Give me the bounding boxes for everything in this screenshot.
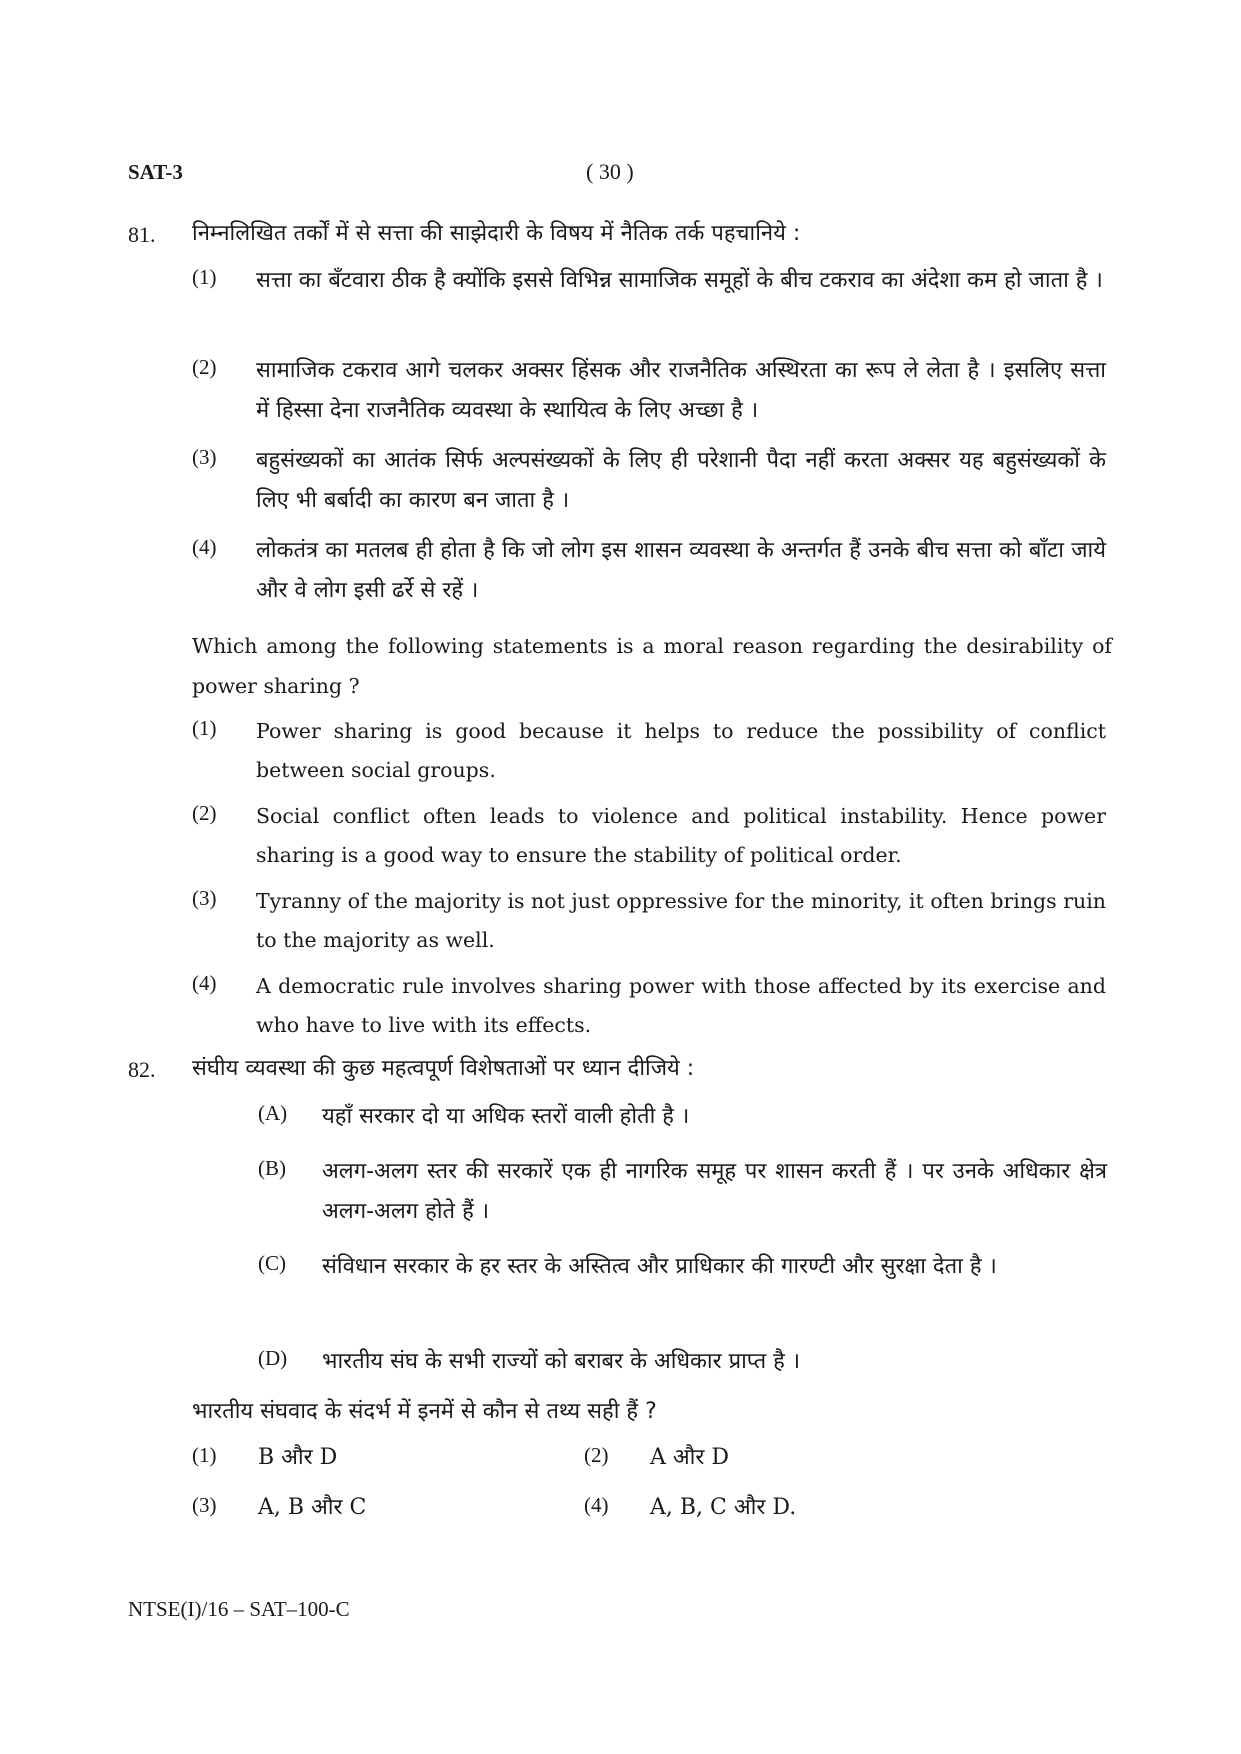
option-label: (3) (192, 886, 217, 910)
option-text: Social conflict often leads to violence and political instability. Hence power sharing is a good way to ensure the stability of political order. (256, 804, 1106, 867)
statement-label: (A) (258, 1101, 288, 1125)
paper-code: SAT-3 (128, 160, 183, 184)
question-81-stem-hindi: निम्नलिखित तर्कों में से सत्ता की साझेदारी के विषय में नैतिक तर्क पहचानिये : (192, 221, 801, 246)
answer-text: A, B, C और D. (650, 1495, 797, 1520)
statement-text: संविधान सरकार के हर स्तर के अस्तित्व और प्राधिकार की गारण्टी और सुरक्षा देता है । (322, 1254, 997, 1279)
option-label: (1) (192, 265, 217, 289)
option-label: (2) (192, 801, 217, 825)
answer-label: (4) (584, 1493, 609, 1517)
answer-label: (3) (192, 1493, 217, 1517)
statement-label: (B) (258, 1156, 286, 1180)
option-label: (3) (192, 445, 217, 469)
answer-text: A और D (650, 1445, 730, 1470)
answer-text: B और D (258, 1445, 338, 1470)
option-label: (1) (192, 716, 217, 740)
statement-label: (C) (258, 1251, 286, 1275)
option-text: लोकतंत्र का मतलब ही होता है कि जो लोग इस शासन व्यवस्था के अन्तर्गत हैं उनके बीच सत्ता को बाँटा जाये और वे लोग इसी ढर्रे से रहें । (256, 538, 1106, 603)
answer-text: A, B और C (258, 1495, 367, 1520)
option-text: सत्ता का बँटवारा ठीक है क्योंकि इससे विभिन्न सामाजिक समूहों के बीच टकराव का अंदेशा कम हो जाता है । (256, 268, 1103, 293)
option-text: Tyranny of the majority is not just oppressive for the minority, it often brings ruin to the majority as well. (256, 889, 1106, 952)
question-number-81: 81. (128, 222, 156, 247)
option-label: (4) (192, 535, 217, 559)
option-text: बहुसंख्यकों का आतंक सिर्फ अल्पसंख्यकों के लिए ही परेशानी पैदा नहीं करता अक्सर यह बहुसंख्यकों के लिए भी बर्बादी का कारण बन जाता है । (256, 448, 1106, 513)
statement-text: भारतीय संघ के सभी राज्यों को बराबर के अधिकार प्राप्त है । (322, 1349, 801, 1374)
question-81-stem-english: Which among the following statements is a moral reason regarding the desirability of power sharing ? (192, 634, 1112, 698)
answer-label: (1) (192, 1443, 217, 1467)
statement-text: अलग-अलग स्तर की सरकारें एक ही नागरिक समूह पर शासन करती हैं । पर उनके अधिकार क्षेत्र अलग-अलग होते हैं । (322, 1159, 1107, 1224)
option-label: (4) (192, 971, 217, 995)
option-label: (2) (192, 355, 217, 379)
footer-code: NTSE(I)/16 – SAT–100-C (128, 1597, 350, 1621)
statement-text: यहाँ सरकार दो या अधिक स्तरों वाली होती है । (322, 1104, 690, 1129)
option-text: Power sharing is good because it helps to reduce the possibility of conflict between social groups. (256, 719, 1106, 782)
option-text: A democratic rule involves sharing power with those affected by its exercise and who have to live with its effects. (256, 974, 1106, 1037)
answer-label: (2) (584, 1443, 609, 1467)
question-number-82: 82. (128, 1057, 156, 1082)
question-82-stem-hindi: संघीय व्यवस्था की कुछ महत्वपूर्ण विशेषताओं पर ध्यान दीजिये : (192, 1056, 695, 1081)
statement-label: (D) (258, 1346, 288, 1370)
page-number: ( 30 ) (586, 159, 634, 184)
question-82-prompt-hindi: भारतीय संघवाद के संदर्भ में इनमें से कौन से तथ्य सही हैं ? (192, 1399, 657, 1424)
option-text: सामाजिक टकराव आगे चलकर अक्सर हिंसक और राजनैतिक अस्थिरता का रूप ले लेता है । इसलिए सत्ता में हिस्सा देना राजनैतिक व्यवस्था के स्थायित्व के लिए अच्छा है । (256, 358, 1106, 423)
